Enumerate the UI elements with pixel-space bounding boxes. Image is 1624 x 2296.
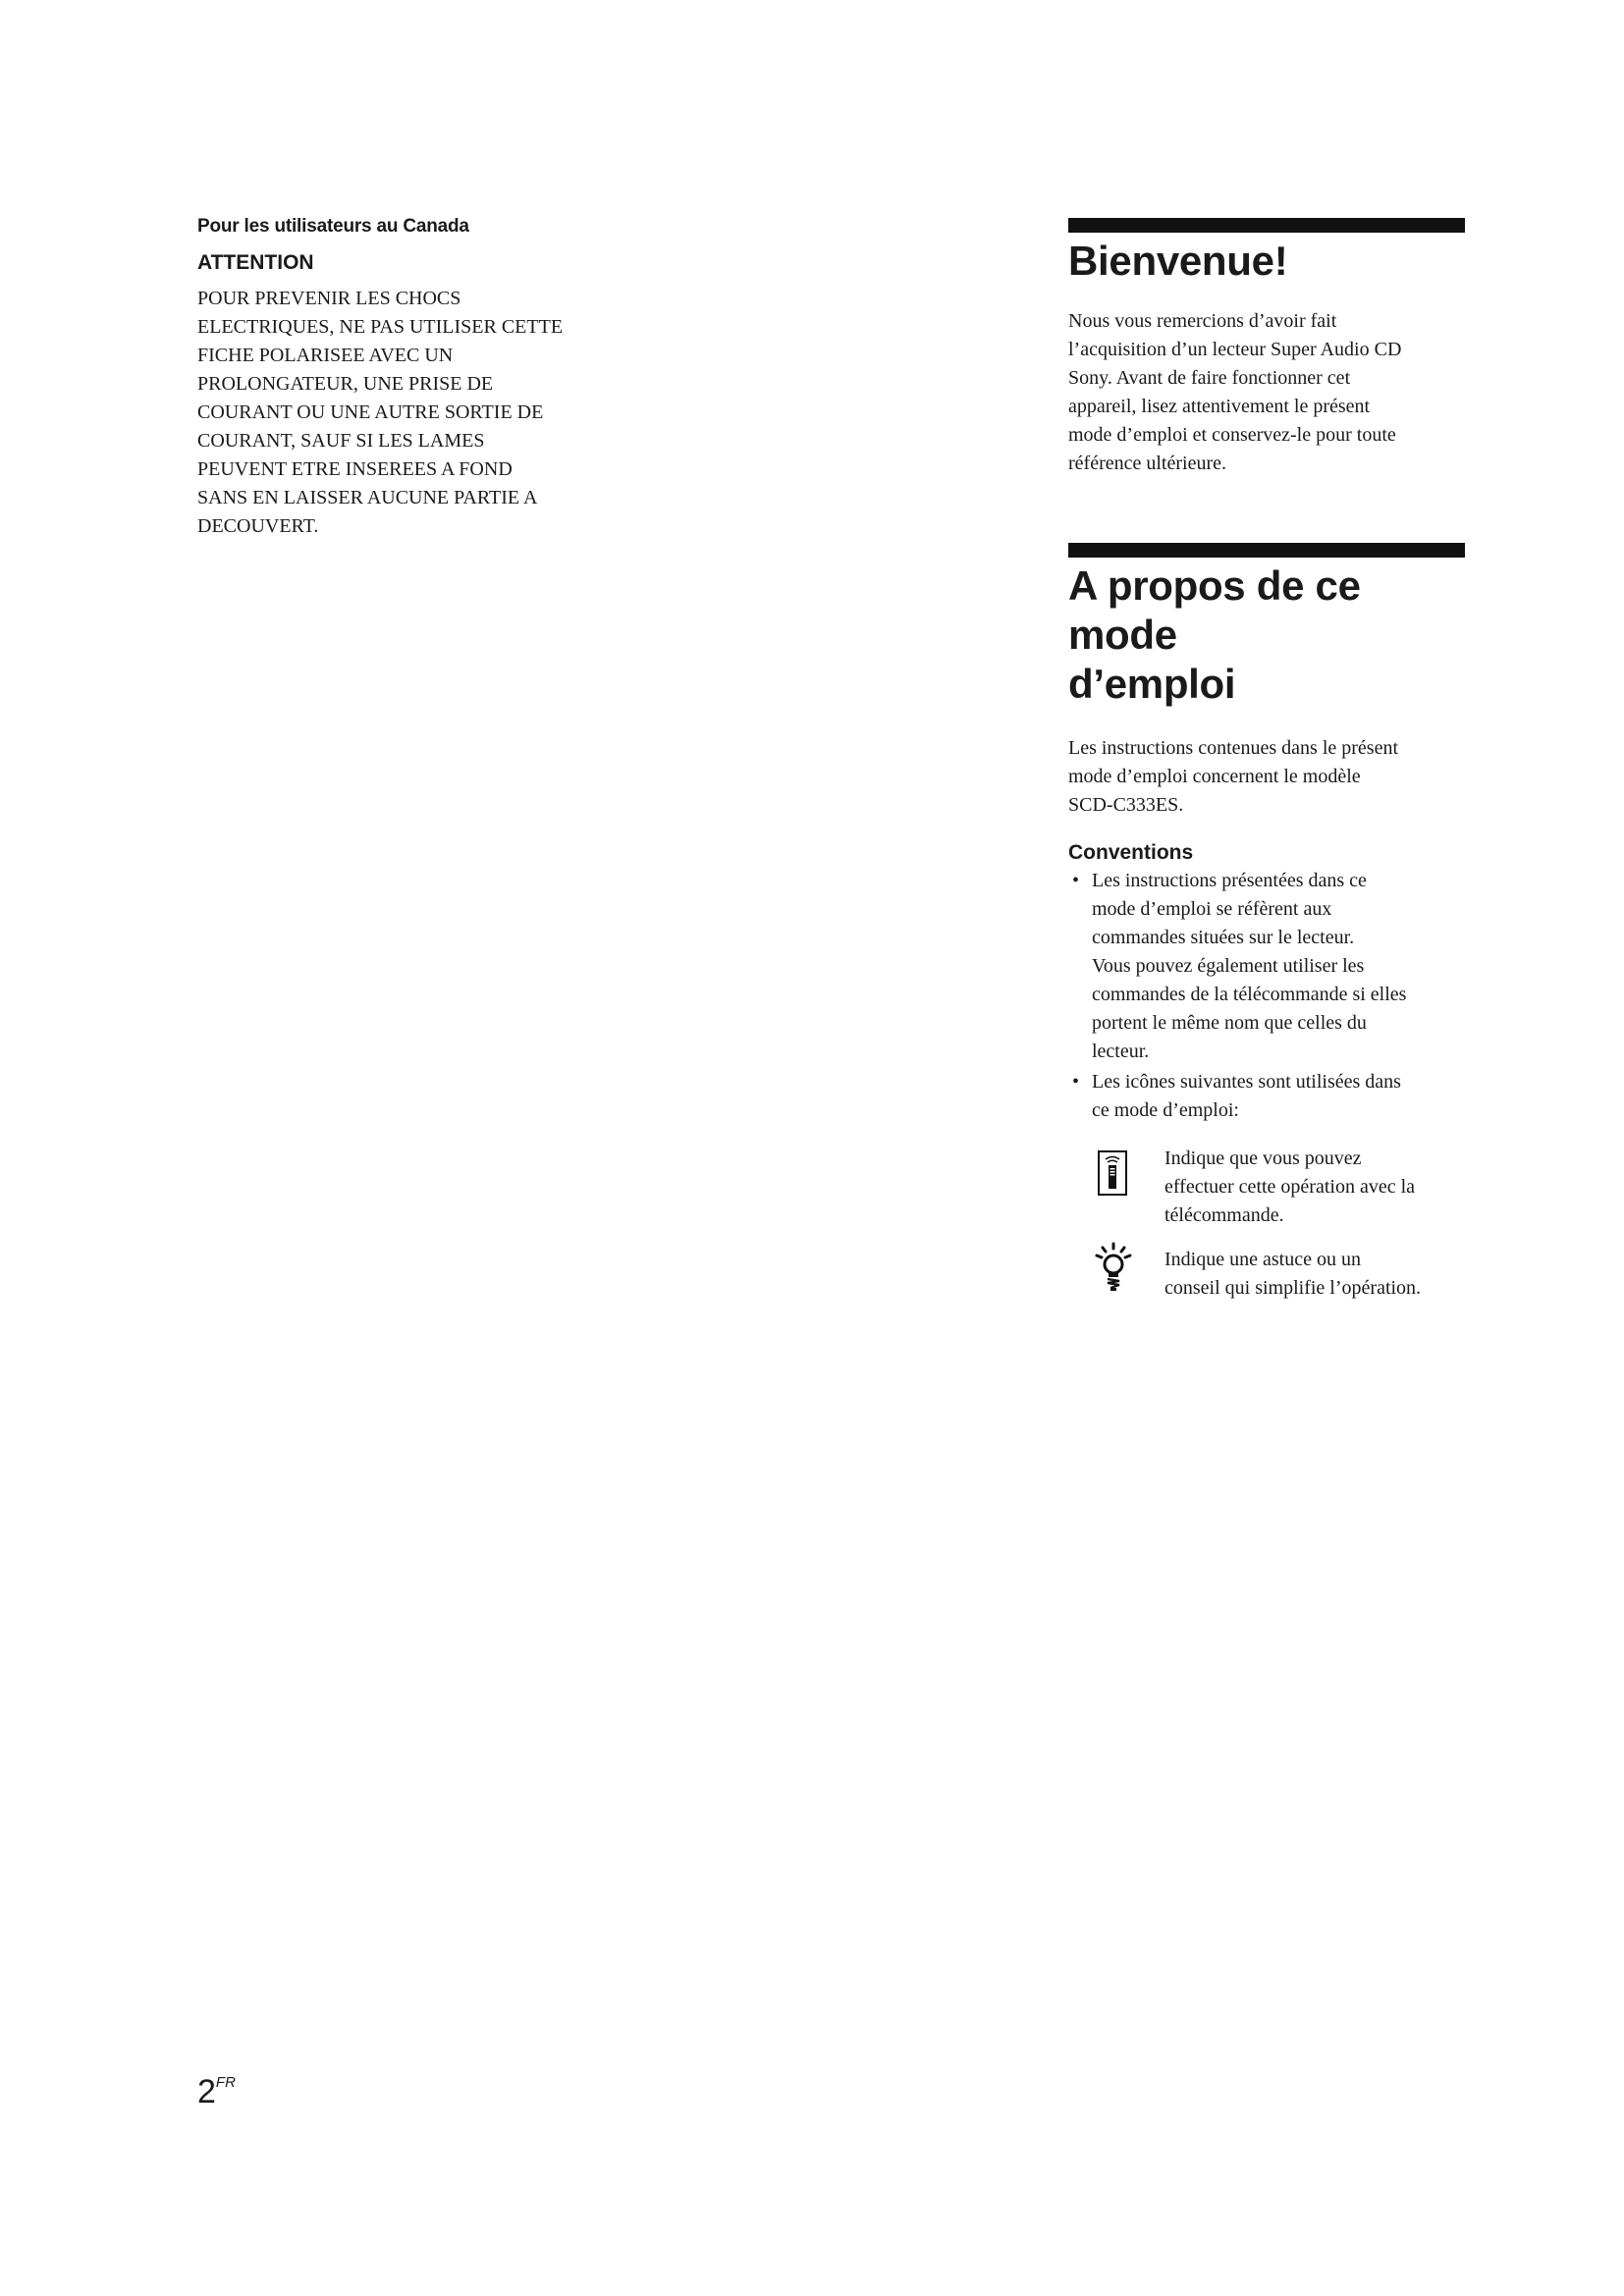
conventions-heading: Conventions: [1068, 841, 1194, 864]
attention-line: ELECTRIQUES, NE PAS UTILISER CETTE: [197, 316, 564, 338]
canada-warning-section: [197, 216, 610, 541]
welcome-line: appareil, lisez attentivement le présent: [1068, 396, 1371, 417]
lightbulb-tip-icon: [1094, 1242, 1133, 1304]
attention-line: PROLONGATEUR, UNE PRISE DE: [197, 373, 494, 395]
about-line: SCD-C333ES.: [1068, 794, 1184, 816]
welcome-line: mode d’emploi et conservez-le pour toute: [1068, 424, 1396, 446]
right-column: [1068, 218, 1465, 1303]
canada-heading: Pour les utilisateurs au Canada: [197, 216, 469, 237]
attention-line: COURANT OU UNE AUTRE SORTIE DE: [197, 401, 544, 423]
about-line: Les instructions contenues dans le présent: [1068, 737, 1399, 759]
attention-heading: ATTENTION: [197, 251, 314, 274]
welcome-text: [1068, 307, 1465, 478]
legend-line: Indique que vous pouvez: [1164, 1148, 1362, 1169]
welcome-line: Nous vous remercions d’avoir fait: [1068, 310, 1337, 332]
attention-body: [197, 285, 610, 541]
bullet-dot: •: [1072, 870, 1080, 891]
bullet-line: commandes de la télécommande si elles: [1092, 984, 1407, 1005]
bullet-line: Les icônes suivantes sont utilisées dans: [1092, 1071, 1401, 1093]
list-item: [1068, 1068, 1465, 1125]
bullet-dot: •: [1072, 1071, 1080, 1093]
list-item: [1068, 867, 1465, 1066]
bullet-line: portent le même nom que celles du: [1092, 1012, 1367, 1034]
legend-line: effectuer cette opération avec la: [1164, 1176, 1416, 1198]
welcome-line: référence ultérieure.: [1068, 453, 1226, 474]
remote-icon-legend: [1068, 1145, 1465, 1230]
welcome-line: l’acquisition d’un lecteur Super Audio CD: [1068, 339, 1402, 360]
bullet-line: lecteur.: [1092, 1041, 1150, 1062]
attention-line: SANS EN LAISSER AUCUNE PARTIE A: [197, 487, 538, 508]
bullet-line: mode d’emploi se réfèrent aux: [1092, 898, 1332, 920]
remote-control-icon: [1098, 1150, 1127, 1204]
conventions-list: [1068, 867, 1465, 1303]
welcome-title: Bienvenue!: [1068, 238, 1288, 284]
section-rule: [1068, 218, 1465, 233]
legend-line: Indique une astuce ou un: [1164, 1249, 1361, 1270]
bullet-line: commandes situées sur le lecteur.: [1092, 927, 1355, 948]
page-number-suffix: FR: [215, 2073, 236, 2091]
attention-line: FICHE POLARISEE AVEC UN: [197, 345, 454, 366]
about-text: [1068, 734, 1465, 820]
section-rule: [1068, 543, 1465, 558]
page-number: [197, 2073, 236, 2111]
bullet-line: Les instructions présentées dans ce: [1092, 870, 1367, 891]
attention-line: DECOUVERT.: [197, 515, 319, 537]
bullet-line: ce mode d’emploi:: [1092, 1099, 1239, 1121]
tip-icon-legend: [1068, 1246, 1465, 1303]
about-title-line: A propos de ce mode: [1068, 562, 1361, 658]
bullet-line: Vous pouvez également utiliser les: [1092, 955, 1365, 977]
welcome-line: Sony. Avant de faire fonctionner cet: [1068, 367, 1351, 389]
about-title-line: d’emploi: [1068, 661, 1236, 707]
about-line: mode d’emploi concernent le modèle: [1068, 766, 1361, 787]
attention-line: POUR PREVENIR LES CHOCS: [197, 288, 461, 309]
about-title: [1068, 561, 1465, 709]
attention-line: COURANT, SAUF SI LES LAMES: [197, 430, 485, 452]
attention-line: PEUVENT ETRE INSEREES A FOND: [197, 458, 513, 480]
legend-line: télécommande.: [1164, 1204, 1284, 1226]
legend-line: conseil qui simplifie l’opération.: [1164, 1277, 1422, 1299]
page-number-value: 2: [197, 2073, 216, 2110]
